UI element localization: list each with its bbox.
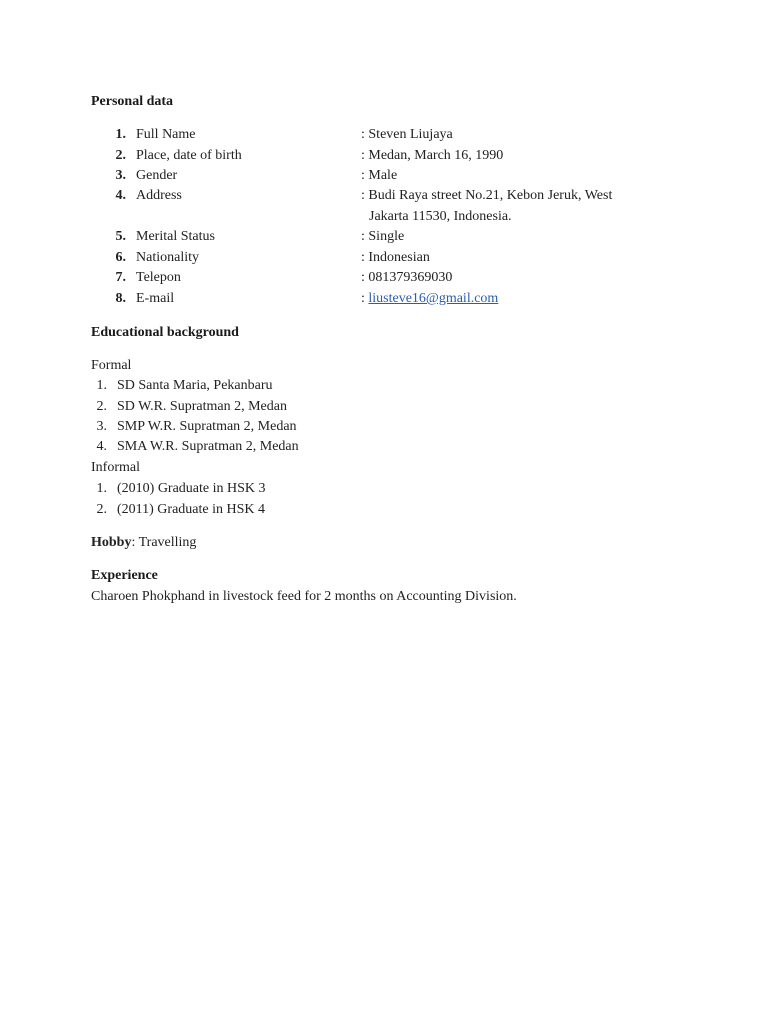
personal-row-email	[0, 291, 768, 311]
list-number: 4.	[96, 439, 107, 454]
row-number: 2.	[115, 148, 126, 163]
row-number: 7.	[115, 270, 126, 285]
row-value: : Indonesian	[361, 250, 430, 265]
row-label: Gender	[136, 168, 178, 183]
list-text: SMP W.R. Supratman 2, Medan	[117, 419, 297, 434]
row-value: : Steven Liujaya	[361, 127, 453, 142]
list-item	[0, 502, 768, 522]
hobby-line	[91, 535, 196, 551]
row-number: 1.	[115, 127, 126, 142]
row-number: 5.	[115, 229, 126, 244]
list-text: (2010) Graduate in HSK 3	[117, 481, 266, 496]
list-item	[0, 378, 768, 398]
row-value: : Medan, March 16, 1990	[361, 148, 504, 163]
row-value: : Budi Raya street No.21, Kebon Jeruk, West	[361, 188, 613, 203]
list-number: 1.	[96, 378, 107, 393]
row-number: 8.	[115, 291, 126, 306]
personal-row-birth	[0, 148, 768, 168]
row-label: Address	[136, 188, 182, 203]
list-number: 1.	[96, 481, 107, 496]
row-value: : Male	[361, 168, 398, 183]
personal-row-telephone	[0, 270, 768, 290]
personal-row-address-cont	[0, 209, 768, 229]
list-text: SD W.R. Supratman 2, Medan	[117, 399, 287, 414]
hobby-value: : Travelling	[131, 535, 197, 550]
personal-row-address	[0, 188, 768, 208]
list-item	[0, 481, 768, 501]
hobby-label: Hobby	[91, 535, 132, 550]
formal-label: Formal	[91, 358, 132, 373]
experience-heading: Experience	[91, 568, 158, 583]
row-number: 3.	[115, 168, 126, 183]
list-number: 3.	[96, 419, 107, 434]
row-number: 6.	[115, 250, 126, 265]
personal-row-marital	[0, 229, 768, 249]
row-label: E-mail	[136, 291, 175, 306]
email-link[interactable]: liusteve16@gmail.com	[368, 291, 499, 306]
list-item	[0, 439, 768, 459]
list-item	[0, 399, 768, 419]
list-text: SD Santa Maria, Pekanbaru	[117, 378, 273, 393]
personal-row-full-name	[0, 127, 768, 147]
list-text: (2011) Graduate in HSK 4	[117, 502, 266, 517]
informal-label: Informal	[91, 460, 140, 475]
row-label: Nationality	[136, 250, 199, 265]
personal-data-heading: Personal data	[91, 94, 174, 109]
row-label: Full Name	[136, 127, 196, 142]
row-value: : 081379369030	[361, 270, 453, 285]
personal-row-nationality	[0, 250, 768, 270]
experience-text: Charoen Phokphand in livestock feed for 2 months on Accounting Division.	[91, 589, 517, 604]
row-value	[361, 291, 498, 307]
email-prefix: :	[361, 291, 369, 306]
row-value: : Single	[361, 229, 405, 244]
education-heading: Educational background	[91, 325, 239, 340]
row-value-continued: Jakarta 11530, Indonesia.	[369, 209, 512, 224]
list-number: 2.	[96, 399, 107, 414]
row-label: Place, date of birth	[136, 148, 242, 163]
row-label: Telepon	[136, 270, 181, 285]
list-item	[0, 419, 768, 439]
personal-row-gender	[0, 168, 768, 188]
list-text: SMA W.R. Supratman 2, Medan	[117, 439, 299, 454]
row-label: Merital Status	[136, 229, 215, 244]
list-number: 2.	[96, 502, 107, 517]
row-number: 4.	[115, 188, 126, 203]
